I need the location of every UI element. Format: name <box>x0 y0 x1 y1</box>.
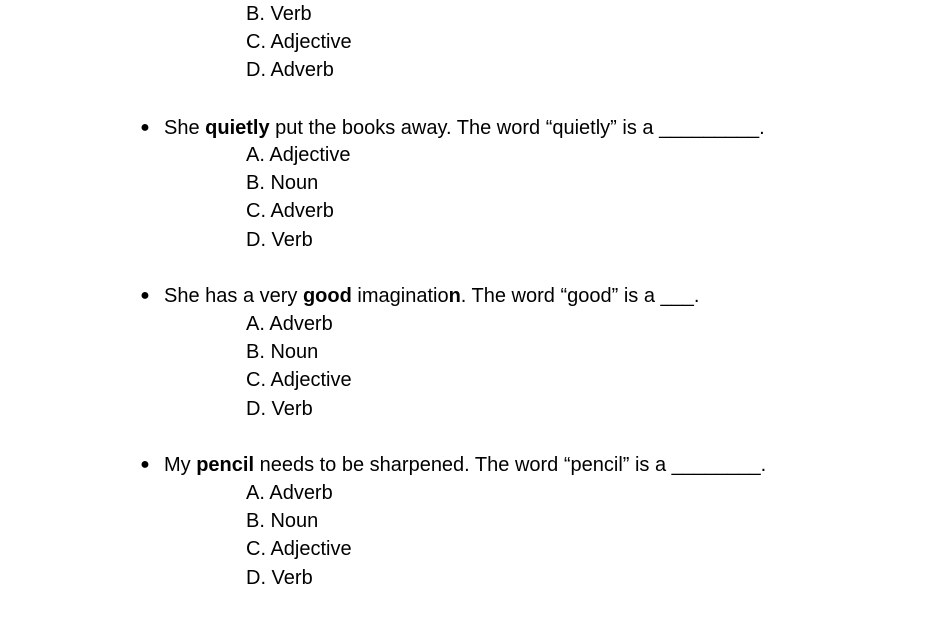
question-text <box>164 282 699 310</box>
partial-question-options <box>246 0 352 85</box>
question-keyword: good <box>302 285 352 307</box>
answer-option: B. Noun <box>246 510 319 533</box>
question-text-segment: She has a very <box>164 285 303 307</box>
answer-option: D. Verb <box>246 566 313 589</box>
question-text-segment: She <box>164 117 206 139</box>
answer-option: D. Verb <box>246 397 313 420</box>
question-text-segment: put the books away. The word “quietly” is a _________. <box>269 117 765 139</box>
answer-option: C. Adjective <box>246 369 352 392</box>
answer-option: A. Adverb <box>246 482 333 504</box>
bullet-icon: ● <box>140 119 150 136</box>
question-text-segment: imaginatio <box>351 285 449 307</box>
question-keyword: pencil <box>196 454 255 476</box>
question-text <box>164 451 766 479</box>
answer-option: A. Adverb <box>246 313 333 335</box>
question-1-options <box>246 141 351 254</box>
question-text-segment: needs to be sharpened. The word “pencil” is a ________. <box>254 454 767 476</box>
bullet-icon: ● <box>140 456 150 473</box>
answer-option: B. Verb <box>246 3 312 25</box>
question-text-segment: My <box>164 454 197 476</box>
answer-option: B. Noun <box>246 341 319 364</box>
question-text <box>164 114 765 142</box>
answer-option: D. Verb <box>246 228 313 251</box>
question-text-segment: . The word “good” is a ___. <box>460 285 700 307</box>
answer-option: D. Adverb <box>246 59 334 82</box>
answer-option: C. Adverb <box>246 200 334 223</box>
answer-option: B. Noun <box>246 172 319 195</box>
question-keyword: quietly <box>205 117 270 139</box>
question-3-options <box>246 479 352 592</box>
bullet-icon: ● <box>140 287 150 304</box>
question-text-bold-letter: n <box>448 285 461 307</box>
question-2-options <box>246 310 352 423</box>
answer-option: C. Adjective <box>246 538 352 561</box>
answer-option: C. Adjective <box>246 31 352 54</box>
answer-option: A. Adjective <box>246 144 351 166</box>
